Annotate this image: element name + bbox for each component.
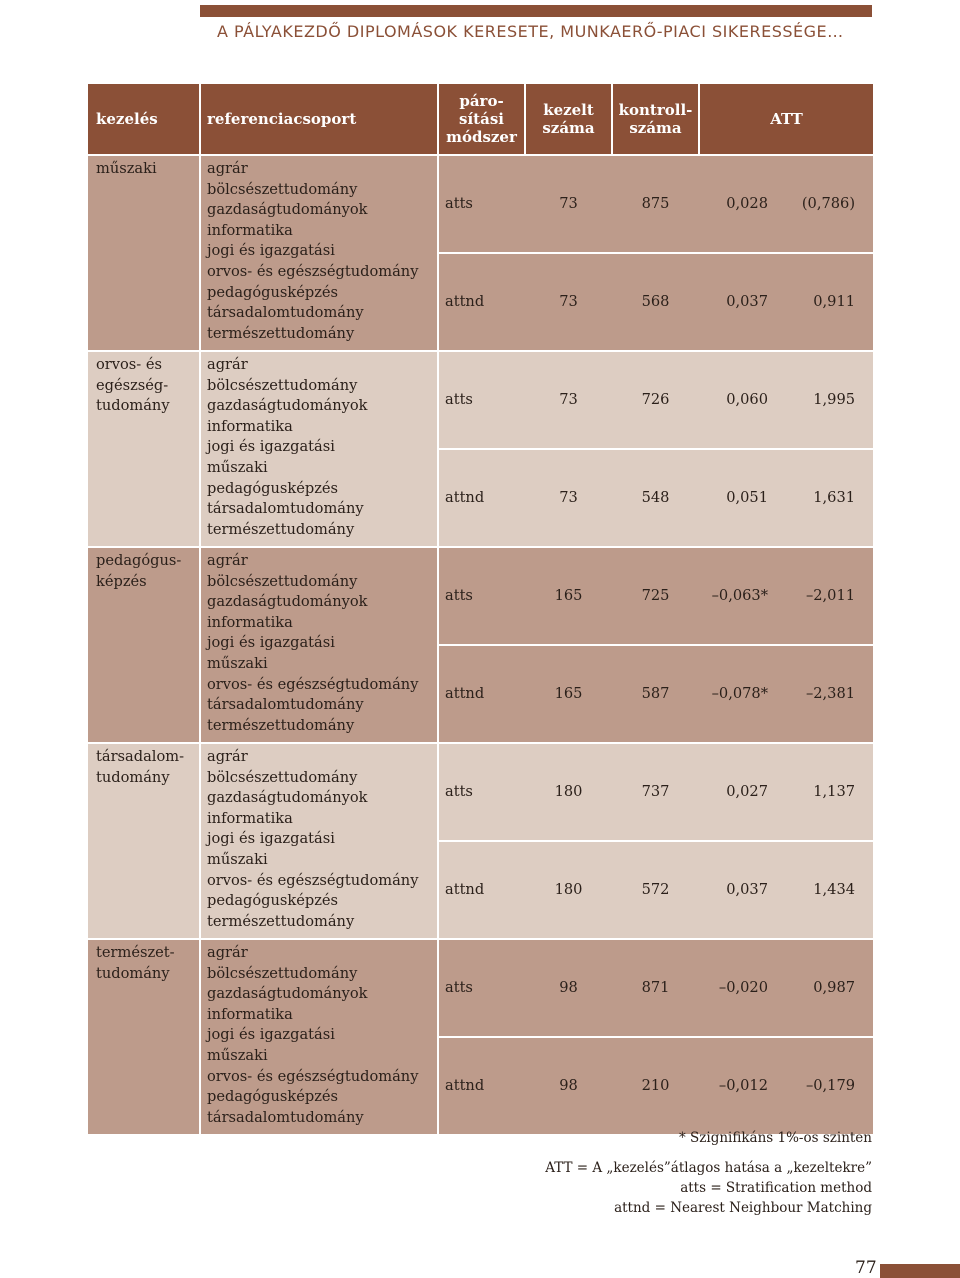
att-value-cell: 0,051 — [699, 449, 786, 547]
att-value-cell: 0,027 — [699, 743, 786, 841]
reference-group-item: jogi és igazgatási — [207, 634, 335, 652]
control-count-cell: 587 — [612, 645, 699, 743]
control-count-cell: 568 — [612, 253, 699, 351]
t-value-cell: 0,911 — [786, 253, 873, 351]
t-value-cell: –0,179 — [786, 1037, 873, 1134]
page-number: 77 — [855, 1258, 877, 1278]
reference-group-list — [200, 351, 438, 547]
att-value-cell: –0,078* — [699, 645, 786, 743]
reference-group-item: pedagógusképzés — [207, 479, 339, 497]
matching-method-cell: atts — [438, 155, 525, 253]
reference-group-item: társadalomtudomány — [207, 500, 364, 518]
att-value-cell: –0,012 — [699, 1037, 786, 1134]
treated-count-cell: 73 — [525, 155, 612, 253]
results-table — [88, 84, 873, 1134]
table-row — [88, 351, 873, 449]
reference-group-item: pedagógusképzés — [207, 1088, 339, 1106]
t-value-cell: 1,995 — [786, 351, 873, 449]
reference-group-item: pedagógusképzés — [207, 283, 339, 301]
treated-count-cell: 180 — [525, 841, 612, 939]
reference-group-item: természettudomány — [207, 324, 355, 342]
treatment-label-line: tudomány — [96, 768, 170, 786]
t-value-cell: 1,137 — [786, 743, 873, 841]
reference-group-item: informatika — [207, 1005, 293, 1023]
treatment-label — [88, 939, 200, 1134]
reference-group-item: agrár — [207, 552, 248, 569]
att-value-cell: –0,063* — [699, 547, 786, 645]
table-header-row — [88, 84, 873, 155]
reference-group-list — [200, 155, 438, 351]
col-header-kezelt-szama — [525, 84, 612, 155]
matching-method-cell: atts — [438, 743, 525, 841]
reference-group-list — [200, 743, 438, 939]
col-header-kontroll-szama — [612, 84, 699, 155]
footnote-atts-definition: atts = Stratification method — [680, 1180, 872, 1196]
control-count-cell: 871 — [612, 939, 699, 1037]
att-value-cell: 0,037 — [699, 253, 786, 351]
control-count-cell: 726 — [612, 351, 699, 449]
treatment-label-line: tudomány — [96, 964, 170, 982]
treatment-label — [88, 155, 200, 351]
matching-method-cell: attnd — [438, 253, 525, 351]
reference-group-item: természettudomány — [207, 912, 355, 930]
treatment-label-line: pedagógus- — [96, 552, 182, 569]
reference-group-item: társadalomtudomány — [207, 696, 364, 714]
reference-group-item: gazdaságtudományok — [207, 593, 368, 611]
matching-method-cell: attnd — [438, 645, 525, 743]
reference-group-item: agrár — [207, 160, 248, 177]
reference-group-item: jogi és igazgatási — [207, 438, 335, 456]
t-value-cell: –2,011 — [786, 547, 873, 645]
reference-group-item: agrár — [207, 944, 248, 961]
control-count-cell: 548 — [612, 449, 699, 547]
matching-method-cell: atts — [438, 351, 525, 449]
reference-group-list — [200, 547, 438, 743]
reference-group-item: informatika — [207, 809, 293, 827]
control-count-cell: 725 — [612, 547, 699, 645]
col-header-line: száma — [542, 119, 595, 137]
reference-group-item: természettudomány — [207, 716, 355, 734]
reference-group-item: műszaki — [207, 1046, 268, 1064]
treatment-label — [88, 743, 200, 939]
reference-group-item: informatika — [207, 613, 293, 631]
treatment-label-line: orvos- és — [96, 356, 162, 373]
col-header-kezeles: kezelés — [88, 84, 200, 155]
table-row — [88, 155, 873, 253]
att-value-cell: 0,037 — [699, 841, 786, 939]
treatment-label-line: képzés — [96, 572, 147, 590]
reference-group-item: műszaki — [207, 458, 268, 476]
reference-group-item: jogi és igazgatási — [207, 1026, 335, 1044]
treatment-label — [88, 547, 200, 743]
reference-group-item: bölcsészettudomány — [207, 376, 358, 394]
reference-group-item: informatika — [207, 417, 293, 435]
reference-group-item: orvos- és egészségtudomány — [207, 675, 419, 693]
reference-group-item: társadalomtudomány — [207, 304, 364, 322]
reference-group-item: műszaki — [207, 654, 268, 672]
table-row — [88, 547, 873, 645]
table-row — [88, 939, 873, 1037]
control-count-cell: 210 — [612, 1037, 699, 1134]
reference-group-item: orvos- és egészségtudomány — [207, 262, 419, 280]
t-value-cell: –2,381 — [786, 645, 873, 743]
t-value-cell: (0,786) — [786, 155, 873, 253]
control-count-cell: 875 — [612, 155, 699, 253]
reference-group-item: bölcsészettudomány — [207, 180, 358, 198]
footnotes — [545, 1128, 872, 1218]
table-row — [88, 743, 873, 841]
att-value-cell: 0,060 — [699, 351, 786, 449]
t-value-cell: 1,434 — [786, 841, 873, 939]
reference-group-item: bölcsészettudomány — [207, 572, 358, 590]
footnote-significance: * Szignifikáns 1%-os szinten — [678, 1130, 872, 1146]
treated-count-cell: 98 — [525, 1037, 612, 1134]
col-header-line: kontroll- — [618, 101, 693, 119]
reference-group-item: bölcsészettudomány — [207, 768, 358, 786]
reference-group-item: gazdaságtudományok — [207, 789, 368, 807]
control-count-cell: 572 — [612, 841, 699, 939]
bottom-decorative-bar — [880, 1264, 960, 1278]
treatment-label-line: műszaki — [96, 160, 157, 177]
reference-group-list — [200, 939, 438, 1134]
running-header: A PÁLYAKEZDŐ DIPLOMÁSOK KERESETE, MUNKAERŐ-PIACI SIKERESSÉGE… — [217, 22, 844, 41]
treatment-label — [88, 351, 200, 547]
col-header-att: ATT — [699, 84, 873, 155]
reference-group-item: orvos- és egészségtudomány — [207, 1067, 419, 1085]
reference-group-item: pedagógusképzés — [207, 892, 339, 910]
reference-group-item: gazdaságtudományok — [207, 201, 368, 219]
treated-count-cell: 98 — [525, 939, 612, 1037]
matching-method-cell: attnd — [438, 841, 525, 939]
treated-count-cell: 165 — [525, 645, 612, 743]
matching-method-cell: attnd — [438, 449, 525, 547]
reference-group-item: agrár — [207, 356, 248, 373]
matching-method-cell: attnd — [438, 1037, 525, 1134]
reference-group-item: természettudomány — [207, 520, 355, 538]
att-value-cell: –0,020 — [699, 939, 786, 1037]
treated-count-cell: 73 — [525, 351, 612, 449]
col-header-line: módszer — [446, 128, 517, 146]
reference-group-item: társadalomtudomány — [207, 1108, 364, 1126]
t-value-cell: 1,631 — [786, 449, 873, 547]
reference-group-item: agrár — [207, 748, 248, 765]
col-header-line: száma — [629, 119, 682, 137]
control-count-cell: 737 — [612, 743, 699, 841]
col-header-referenciacsoport: referenciacsoport — [200, 84, 438, 155]
reference-group-item: informatika — [207, 221, 293, 239]
treated-count-cell: 165 — [525, 547, 612, 645]
col-header-line: sítási — [459, 110, 504, 128]
t-value-cell: 0,987 — [786, 939, 873, 1037]
att-value-cell: 0,028 — [699, 155, 786, 253]
reference-group-item: jogi és igazgatási — [207, 830, 335, 848]
top-decorative-bar — [200, 5, 872, 17]
reference-group-item: jogi és igazgatási — [207, 242, 335, 260]
reference-group-item: gazdaságtudományok — [207, 397, 368, 415]
treated-count-cell: 180 — [525, 743, 612, 841]
treatment-label-line: természet- — [96, 944, 175, 961]
col-header-parositasi-modszer — [438, 84, 525, 155]
treatment-label-line: egészség- — [96, 376, 169, 394]
treated-count-cell: 73 — [525, 253, 612, 351]
treated-count-cell: 73 — [525, 449, 612, 547]
matching-method-cell: atts — [438, 547, 525, 645]
reference-group-item: gazdaságtudományok — [207, 985, 368, 1003]
reference-group-item: műszaki — [207, 850, 268, 868]
footnote-attnd-definition: attnd = Nearest Neighbour Matching — [614, 1200, 872, 1216]
matching-method-cell: atts — [438, 939, 525, 1037]
footnote-att-definition: ATT = A „kezelés”átlagos hatása a „kezeltekre” — [545, 1160, 872, 1176]
col-header-line: páro- — [459, 92, 504, 110]
reference-group-item: orvos- és egészségtudomány — [207, 871, 419, 889]
treatment-label-line: tudomány — [96, 397, 170, 415]
reference-group-item: bölcsészettudomány — [207, 964, 358, 982]
treatment-label-line: társadalom- — [96, 748, 184, 765]
col-header-line: kezelt — [543, 101, 594, 119]
